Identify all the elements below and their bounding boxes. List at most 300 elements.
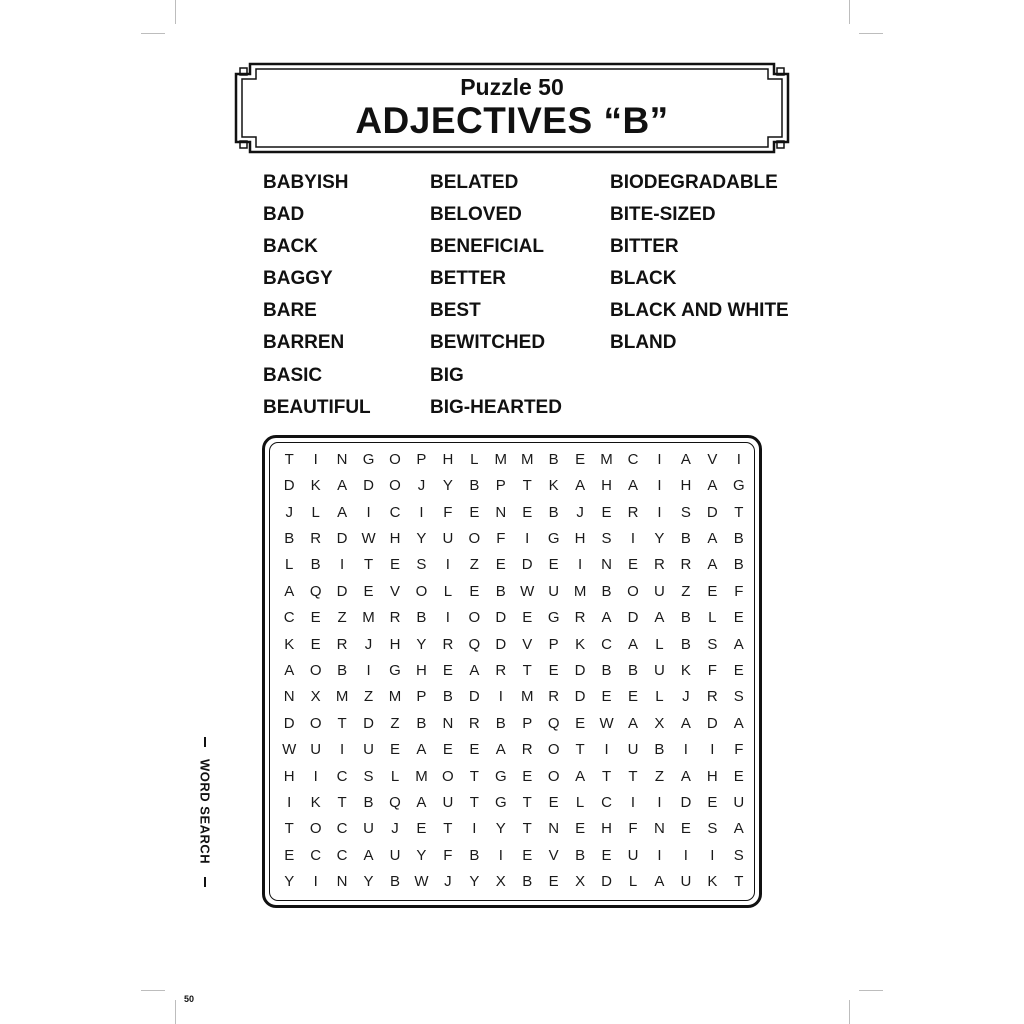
grid-letter[interactable]: B — [469, 477, 480, 495]
grid-letter[interactable]: O — [309, 714, 322, 732]
grid-letter[interactable]: T — [363, 556, 374, 574]
grid-letter[interactable]: B — [522, 873, 533, 891]
grid-letter[interactable]: B — [363, 794, 374, 812]
grid-letter[interactable]: A — [680, 450, 691, 468]
grid-letter[interactable]: E — [469, 503, 480, 521]
grid-letter[interactable]: E — [707, 582, 718, 600]
grid-letter[interactable]: I — [710, 741, 715, 759]
grid-letter[interactable]: H — [442, 450, 454, 468]
grid-letter[interactable]: M — [415, 767, 428, 785]
grid-letter[interactable]: J — [417, 477, 426, 495]
grid-letter[interactable]: B — [495, 714, 506, 732]
grid-letter[interactable]: E — [575, 820, 586, 838]
grid-letter[interactable]: B — [469, 846, 480, 864]
grid-letter[interactable]: E — [601, 846, 612, 864]
grid-letter[interactable]: E — [442, 661, 453, 679]
grid-letter[interactable]: D — [495, 609, 507, 627]
grid-letter[interactable]: E — [575, 450, 586, 468]
grid-letter[interactable]: W — [599, 714, 614, 732]
grid-letter[interactable]: U — [654, 582, 665, 600]
grid-letter[interactable]: M — [388, 688, 402, 706]
grid-letter[interactable]: U — [442, 529, 454, 547]
grid-letter[interactable]: I — [498, 846, 503, 864]
grid-letter[interactable]: B — [733, 556, 744, 574]
grid-letter[interactable]: B — [416, 609, 427, 627]
grid-letter[interactable]: L — [443, 582, 453, 600]
grid-letter[interactable]: U — [442, 794, 454, 812]
grid-letter[interactable]: B — [733, 529, 744, 547]
grid-letter[interactable]: T — [628, 767, 638, 785]
grid-letter[interactable]: D — [468, 688, 480, 706]
grid-letter[interactable]: A — [337, 503, 348, 521]
grid-letter[interactable]: O — [547, 741, 560, 759]
grid-letter[interactable]: A — [733, 820, 744, 838]
grid-letter[interactable]: B — [495, 582, 506, 600]
grid-letter[interactable]: L — [655, 635, 664, 653]
grid-letter[interactable]: D — [363, 477, 374, 495]
grid-letter[interactable]: B — [310, 556, 321, 574]
grid-letter[interactable]: E — [548, 794, 559, 812]
grid-letter[interactable]: U — [389, 846, 401, 864]
grid-letter[interactable]: N — [442, 714, 454, 732]
grid-letter[interactable]: P — [548, 635, 559, 653]
grid-letter[interactable]: G — [547, 609, 560, 627]
grid-letter[interactable]: D — [521, 556, 533, 574]
grid-letter[interactable]: T — [575, 741, 585, 759]
grid-letter[interactable]: Z — [337, 609, 347, 627]
grid-letter[interactable]: I — [657, 794, 662, 812]
grid-letter[interactable]: B — [389, 873, 400, 891]
grid-letter[interactable]: Z — [363, 688, 374, 706]
grid-letter[interactable]: L — [575, 794, 585, 812]
grid-letter[interactable]: H — [283, 767, 295, 785]
grid-letter[interactable]: N — [654, 820, 665, 838]
grid-letter[interactable]: Y — [284, 873, 295, 891]
grid-letter[interactable]: I — [366, 503, 371, 521]
grid-letter[interactable]: I — [657, 846, 662, 864]
grid-letter[interactable]: Q — [547, 714, 560, 732]
grid-letter[interactable]: I — [657, 450, 662, 468]
grid-letter[interactable]: H — [389, 635, 401, 653]
grid-letter[interactable]: T — [337, 714, 347, 732]
grid-letter[interactable]: I — [657, 477, 662, 495]
grid-letter[interactable]: O — [309, 661, 322, 679]
grid-letter[interactable]: S — [416, 556, 427, 574]
grid-letter[interactable]: C — [283, 609, 295, 627]
grid-letter[interactable]: E — [310, 609, 321, 627]
grid-letter[interactable]: G — [494, 794, 507, 812]
grid-letter[interactable]: Y — [469, 873, 480, 891]
grid-letter[interactable]: T — [284, 450, 294, 468]
grid-letter[interactable]: T — [443, 820, 453, 838]
grid-letter[interactable]: E — [522, 609, 533, 627]
grid-letter[interactable]: M — [520, 450, 534, 468]
grid-letter[interactable]: C — [310, 846, 322, 864]
grid-letter[interactable]: B — [601, 582, 612, 600]
grid-letter[interactable]: U — [363, 741, 374, 759]
grid-letter[interactable]: J — [391, 820, 399, 838]
grid-letter[interactable]: U — [310, 741, 322, 759]
grid-letter[interactable]: E — [601, 688, 612, 706]
grid-letter[interactable]: A — [654, 609, 665, 627]
grid-letter[interactable]: I — [313, 450, 318, 468]
grid-letter[interactable]: K — [548, 477, 559, 495]
grid-letter[interactable]: K — [707, 873, 718, 891]
grid-letter[interactable]: I — [683, 741, 688, 759]
grid-letter[interactable]: S — [601, 529, 612, 547]
grid-letter[interactable]: K — [310, 794, 321, 812]
grid-letter[interactable]: I — [736, 450, 741, 468]
grid-letter[interactable]: H — [601, 477, 612, 495]
grid-letter[interactable]: Z — [390, 714, 400, 732]
grid-letter[interactable]: D — [574, 688, 586, 706]
grid-letter[interactable]: D — [680, 794, 692, 812]
grid-letter[interactable]: D — [706, 503, 718, 521]
grid-letter[interactable]: R — [310, 529, 322, 547]
grid-letter[interactable]: A — [284, 582, 295, 600]
grid-letter[interactable]: N — [283, 688, 295, 706]
grid-letter[interactable]: N — [336, 873, 348, 891]
grid-letter[interactable]: B — [337, 661, 348, 679]
grid-letter[interactable]: O — [627, 582, 639, 600]
grid-letter[interactable]: U — [680, 873, 692, 891]
grid-letter[interactable]: T — [337, 794, 347, 812]
grid-letter[interactable]: A — [416, 741, 427, 759]
grid-letter[interactable]: L — [311, 503, 320, 521]
grid-letter[interactable]: B — [416, 714, 427, 732]
grid-letter[interactable]: B — [548, 450, 559, 468]
grid-letter[interactable]: R — [389, 609, 401, 627]
grid-letter[interactable]: I — [445, 556, 450, 574]
grid-letter[interactable]: T — [734, 503, 744, 521]
grid-letter[interactable]: E — [416, 820, 427, 838]
grid-letter[interactable]: U — [363, 820, 374, 838]
grid-letter[interactable]: M — [335, 688, 349, 706]
grid-letter[interactable]: H — [574, 529, 586, 547]
grid-letter[interactable]: I — [472, 820, 477, 838]
grid-letter[interactable]: E — [575, 714, 586, 732]
grid-letter[interactable]: V — [548, 846, 559, 864]
grid-letter[interactable]: S — [707, 820, 718, 838]
grid-letter[interactable]: P — [416, 450, 427, 468]
grid-letter[interactable]: O — [415, 582, 428, 600]
grid-letter[interactable]: I — [445, 609, 450, 627]
grid-letter[interactable]: Y — [416, 846, 427, 864]
grid-letter[interactable]: F — [443, 846, 453, 864]
grid-letter[interactable]: B — [680, 635, 691, 653]
grid-letter[interactable]: D — [495, 635, 507, 653]
grid-letter[interactable]: N — [601, 556, 612, 574]
grid-letter[interactable]: I — [578, 556, 583, 574]
grid-letter[interactable]: T — [522, 477, 532, 495]
grid-letter[interactable]: F — [734, 741, 744, 759]
grid-letter[interactable]: Y — [654, 529, 665, 547]
grid-letter[interactable]: V — [389, 582, 400, 600]
grid-letter[interactable]: T — [469, 794, 479, 812]
grid-letter[interactable]: D — [627, 609, 639, 627]
grid-letter[interactable]: L — [708, 609, 717, 627]
grid-letter[interactable]: E — [548, 556, 559, 574]
grid-letter[interactable]: R — [706, 688, 718, 706]
grid-letter[interactable]: H — [601, 820, 612, 838]
grid-letter[interactable]: B — [442, 688, 453, 706]
grid-letter[interactable]: S — [733, 846, 744, 864]
grid-letter[interactable]: L — [285, 556, 294, 574]
grid-letter[interactable]: X — [495, 873, 506, 891]
grid-letter[interactable]: E — [522, 503, 533, 521]
grid-letter[interactable]: E — [389, 741, 400, 759]
grid-letter[interactable]: B — [680, 529, 691, 547]
grid-letter[interactable]: C — [389, 503, 401, 521]
grid-letter[interactable]: F — [496, 529, 506, 547]
grid-letter[interactable]: Q — [309, 582, 322, 600]
grid-letter[interactable]: D — [283, 477, 295, 495]
grid-letter[interactable]: J — [576, 503, 584, 521]
grid-letter[interactable]: B — [601, 661, 612, 679]
grid-letter[interactable]: R — [654, 556, 665, 574]
grid-letter[interactable]: B — [627, 661, 638, 679]
grid-letter[interactable]: U — [733, 794, 745, 812]
grid-letter[interactable]: G — [732, 477, 745, 495]
grid-letter[interactable]: C — [601, 635, 612, 653]
grid-letter[interactable]: K — [284, 635, 295, 653]
grid-letter[interactable]: S — [707, 635, 718, 653]
grid-letter[interactable]: B — [575, 846, 586, 864]
grid-letter[interactable]: B — [548, 503, 559, 521]
grid-letter[interactable]: A — [707, 529, 718, 547]
grid-letter[interactable]: A — [733, 714, 744, 732]
grid-letter[interactable]: L — [655, 688, 664, 706]
grid-letter[interactable]: G — [494, 767, 507, 785]
grid-letter[interactable]: Z — [681, 582, 691, 600]
grid-letter[interactable]: E — [733, 767, 744, 785]
grid-letter[interactable]: F — [707, 661, 717, 679]
grid-letter[interactable]: O — [468, 529, 481, 547]
grid-letter[interactable]: O — [547, 767, 560, 785]
grid-letter[interactable]: Z — [469, 556, 479, 574]
grid-letter[interactable]: G — [362, 450, 375, 468]
grid-letter[interactable]: T — [734, 873, 744, 891]
grid-letter[interactable]: A — [627, 635, 638, 653]
grid-letter[interactable]: V — [522, 635, 533, 653]
grid-letter[interactable]: B — [654, 741, 665, 759]
grid-letter[interactable]: T — [522, 794, 532, 812]
grid-letter[interactable]: E — [522, 767, 533, 785]
grid-letter[interactable]: L — [390, 767, 400, 785]
grid-letter[interactable]: A — [284, 661, 295, 679]
grid-letter[interactable]: W — [361, 529, 376, 547]
grid-letter[interactable]: T — [469, 767, 479, 785]
grid-letter[interactable]: I — [604, 741, 609, 759]
grid-letter[interactable]: R — [627, 503, 639, 521]
grid-letter[interactable]: F — [443, 503, 453, 521]
grid-letter[interactable]: E — [389, 556, 400, 574]
grid-letter[interactable]: A — [680, 767, 691, 785]
grid-letter[interactable]: E — [707, 794, 718, 812]
grid-letter[interactable]: L — [628, 873, 638, 891]
grid-letter[interactable]: C — [601, 794, 612, 812]
grid-letter[interactable]: H — [389, 529, 401, 547]
grid-letter[interactable]: A — [654, 873, 665, 891]
grid-letter[interactable]: W — [520, 582, 535, 600]
grid-letter[interactable]: Z — [654, 767, 665, 785]
grid-letter[interactable]: A — [707, 477, 718, 495]
grid-letter[interactable]: E — [601, 503, 612, 521]
grid-letter[interactable]: X — [654, 714, 665, 732]
grid-letter[interactable]: E — [627, 556, 638, 574]
grid-letter[interactable]: I — [630, 529, 636, 547]
grid-letter[interactable]: I — [683, 846, 688, 864]
grid-letter[interactable]: Y — [363, 873, 374, 891]
grid-letter[interactable]: T — [601, 767, 612, 785]
grid-letter[interactable]: A — [707, 556, 718, 574]
grid-letter[interactable]: D — [336, 582, 348, 600]
grid-letter[interactable]: M — [600, 450, 613, 468]
grid-letter[interactable]: J — [285, 503, 293, 521]
grid-letter[interactable]: T — [522, 661, 532, 679]
grid-letter[interactable]: H — [706, 767, 718, 785]
grid-letter[interactable]: I — [366, 661, 371, 679]
grid-letter[interactable]: R — [680, 556, 692, 574]
grid-letter[interactable]: O — [389, 450, 401, 468]
grid-letter[interactable]: P — [495, 477, 506, 495]
grid-letter[interactable]: U — [654, 661, 665, 679]
grid-letter[interactable]: P — [416, 688, 427, 706]
grid-letter[interactable]: H — [416, 661, 427, 679]
grid-letter[interactable]: D — [363, 714, 374, 732]
grid-letter[interactable]: I — [313, 767, 318, 785]
grid-letter[interactable]: T — [284, 820, 294, 838]
grid-letter[interactable]: Y — [416, 529, 427, 547]
grid-letter[interactable]: O — [468, 609, 481, 627]
grid-letter[interactable]: S — [680, 503, 691, 521]
grid-letter[interactable]: J — [364, 635, 373, 653]
grid-letter[interactable]: J — [444, 873, 452, 891]
grid-letter[interactable]: R — [336, 635, 348, 653]
grid-letter[interactable]: K — [575, 635, 586, 653]
grid-letter[interactable]: V — [707, 450, 718, 468]
grid-letter[interactable]: R — [521, 741, 533, 759]
grid-letter[interactable]: E — [442, 741, 453, 759]
grid-letter[interactable]: W — [282, 741, 297, 759]
grid-letter[interactable]: N — [548, 820, 560, 838]
grid-letter[interactable]: E — [469, 741, 480, 759]
grid-letter[interactable]: A — [337, 477, 348, 495]
grid-letter[interactable]: I — [287, 794, 292, 812]
grid-letter[interactable]: C — [336, 767, 348, 785]
grid-letter[interactable]: E — [548, 873, 559, 891]
grid-letter[interactable]: D — [283, 714, 295, 732]
grid-letter[interactable]: E — [680, 820, 691, 838]
grid-letter[interactable]: I — [630, 794, 636, 812]
grid-letter[interactable]: E — [310, 635, 321, 653]
grid-letter[interactable]: E — [495, 556, 506, 574]
grid-letter[interactable]: R — [468, 714, 480, 732]
grid-letter[interactable]: B — [284, 529, 295, 547]
grid-letter[interactable]: O — [389, 477, 401, 495]
grid-letter[interactable]: M — [362, 609, 375, 627]
grid-letter[interactable]: C — [336, 820, 348, 838]
grid-letter[interactable]: N — [336, 450, 348, 468]
grid-letter[interactable]: X — [575, 873, 586, 891]
grid-letter[interactable]: E — [733, 661, 744, 679]
grid-letter[interactable]: I — [498, 688, 503, 706]
grid-letter[interactable]: I — [710, 846, 715, 864]
grid-letter[interactable]: J — [682, 688, 690, 706]
grid-letter[interactable]: Q — [389, 794, 401, 812]
grid-letter[interactable]: S — [733, 688, 744, 706]
grid-letter[interactable]: A — [469, 661, 480, 679]
grid-letter[interactable]: L — [470, 450, 479, 468]
grid-letter[interactable]: D — [574, 661, 586, 679]
grid-letter[interactable]: T — [522, 820, 532, 838]
grid-letter[interactable]: M — [573, 582, 587, 600]
grid-letter[interactable]: A — [627, 477, 638, 495]
grid-letter[interactable]: E — [627, 688, 638, 706]
grid-letter[interactable]: C — [627, 450, 639, 468]
grid-letter[interactable]: I — [525, 529, 530, 547]
grid-letter[interactable]: I — [657, 503, 662, 521]
grid-letter[interactable]: A — [627, 714, 638, 732]
grid-letter[interactable]: K — [310, 477, 321, 495]
grid-letter[interactable]: P — [522, 714, 533, 732]
grid-letter[interactable]: A — [733, 635, 744, 653]
grid-letter[interactable]: A — [363, 846, 374, 864]
grid-letter[interactable]: I — [340, 556, 345, 574]
grid-letter[interactable]: K — [680, 661, 691, 679]
grid-letter[interactable]: I — [419, 503, 424, 521]
grid-letter[interactable]: Y — [442, 477, 453, 495]
grid-letter[interactable]: N — [495, 503, 507, 521]
grid-letter[interactable]: U — [627, 741, 639, 759]
grid-letter[interactable]: C — [336, 846, 348, 864]
grid-letter[interactable]: X — [310, 688, 321, 706]
grid-letter[interactable]: Y — [416, 635, 427, 653]
grid-letter[interactable]: E — [548, 661, 559, 679]
grid-letter[interactable]: S — [363, 767, 374, 785]
grid-letter[interactable]: D — [601, 873, 612, 891]
grid-letter[interactable]: A — [680, 714, 691, 732]
grid-letter[interactable]: E — [522, 846, 533, 864]
grid-letter[interactable]: I — [340, 741, 345, 759]
grid-letter[interactable]: A — [601, 609, 612, 627]
grid-letter[interactable]: A — [575, 767, 586, 785]
grid-letter[interactable]: H — [680, 477, 692, 495]
grid-letter[interactable]: I — [313, 873, 318, 891]
grid-letter[interactable]: A — [495, 741, 506, 759]
grid-letter[interactable]: D — [336, 529, 348, 547]
grid-letter[interactable]: R — [442, 635, 454, 653]
grid-letter[interactable]: E — [733, 609, 744, 627]
grid-letter[interactable]: R — [574, 609, 586, 627]
grid-letter[interactable]: O — [442, 767, 454, 785]
grid-letter[interactable]: M — [494, 450, 508, 468]
grid-letter[interactable]: A — [575, 477, 586, 495]
grid-letter[interactable]: F — [734, 582, 744, 600]
grid-letter[interactable]: G — [547, 529, 560, 547]
grid-letter[interactable]: E — [469, 582, 480, 600]
grid-letter[interactable]: Y — [495, 820, 506, 838]
grid-letter[interactable]: A — [416, 794, 427, 812]
grid-letter[interactable]: R — [548, 688, 560, 706]
grid-letter[interactable]: E — [284, 846, 295, 864]
grid-letter[interactable]: U — [548, 582, 560, 600]
grid-letter[interactable]: U — [627, 846, 639, 864]
grid-letter[interactable]: M — [520, 688, 534, 706]
grid-letter[interactable]: G — [389, 661, 401, 679]
grid-letter[interactable]: R — [495, 661, 507, 679]
grid-letter[interactable]: D — [706, 714, 718, 732]
